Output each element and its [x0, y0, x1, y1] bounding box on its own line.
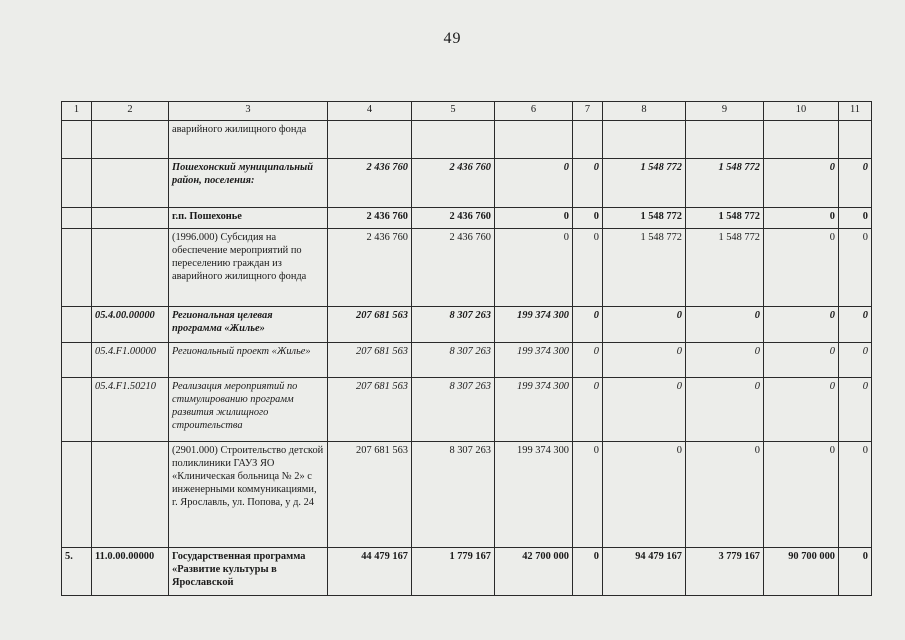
- table-row: [62, 307, 872, 343]
- amount-cell: 8 307 263: [412, 378, 495, 442]
- name-cell: Реализация мероприятий по стимулированию программ развития жилищного строительства: [169, 378, 328, 442]
- amount-cell: 0: [495, 208, 573, 229]
- column-header: 2: [92, 102, 169, 121]
- amount-cell: 0: [839, 378, 872, 442]
- amount-cell: 1 548 772: [686, 208, 764, 229]
- column-header: 3: [169, 102, 328, 121]
- amount-cell: [328, 121, 412, 159]
- amount-cell: 1 548 772: [603, 159, 686, 208]
- name-cell: Региональная целевая программа «Жилье»: [169, 307, 328, 343]
- amount-cell: 8 307 263: [412, 307, 495, 343]
- amount-cell: 0: [686, 442, 764, 548]
- amount-cell: 2 436 760: [328, 159, 412, 208]
- table-row: [62, 343, 872, 378]
- column-header: 11: [839, 102, 872, 121]
- code-cell: [92, 229, 169, 307]
- amount-cell: 0: [839, 307, 872, 343]
- column-header: 9: [686, 102, 764, 121]
- amount-cell: 199 374 300: [495, 307, 573, 343]
- amount-cell: [603, 121, 686, 159]
- amount-cell: 0: [764, 343, 839, 378]
- amount-cell: 0: [573, 229, 603, 307]
- name-cell: аварийного жилищного фонда: [169, 121, 328, 159]
- code-cell: [92, 159, 169, 208]
- amount-cell: [764, 121, 839, 159]
- column-header: 8: [603, 102, 686, 121]
- table-body: [62, 121, 872, 596]
- name-cell: (2901.000) Строительство детской поликлиники ГАУЗ ЯО «Клиническая больница № 2» с инженерными коммуникациями, г. Ярославль, ул. Попова, у д. 24: [169, 442, 328, 548]
- amount-cell: 0: [573, 159, 603, 208]
- budget-table: [61, 101, 872, 596]
- amount-cell: 199 374 300: [495, 442, 573, 548]
- index-cell: [62, 121, 92, 159]
- amount-cell: 0: [495, 159, 573, 208]
- amount-cell: 2 436 760: [412, 159, 495, 208]
- amount-cell: 1 779 167: [412, 548, 495, 596]
- amount-cell: 0: [573, 208, 603, 229]
- amount-cell: 8 307 263: [412, 343, 495, 378]
- name-cell: г.п. Пошехонье: [169, 208, 328, 229]
- amount-cell: 207 681 563: [328, 307, 412, 343]
- amount-cell: 0: [686, 378, 764, 442]
- amount-cell: 0: [764, 229, 839, 307]
- amount-cell: 0: [573, 307, 603, 343]
- amount-cell: [686, 121, 764, 159]
- amount-cell: 0: [764, 307, 839, 343]
- amount-cell: 0: [495, 229, 573, 307]
- index-cell: [62, 442, 92, 548]
- amount-cell: 0: [603, 378, 686, 442]
- code-cell: 05.4.00.00000: [92, 307, 169, 343]
- amount-cell: 0: [764, 159, 839, 208]
- amount-cell: 2 436 760: [328, 208, 412, 229]
- name-cell: Пошехонский муниципальный район, поселения:: [169, 159, 328, 208]
- index-cell: [62, 307, 92, 343]
- amount-cell: 1 548 772: [686, 159, 764, 208]
- amount-cell: 1 548 772: [686, 229, 764, 307]
- amount-cell: 0: [573, 378, 603, 442]
- amount-cell: [573, 121, 603, 159]
- amount-cell: 0: [839, 548, 872, 596]
- table-row: [62, 208, 872, 229]
- amount-cell: 44 479 167: [328, 548, 412, 596]
- amount-cell: 199 374 300: [495, 378, 573, 442]
- amount-cell: 207 681 563: [328, 378, 412, 442]
- amount-cell: 0: [839, 442, 872, 548]
- index-cell: [62, 159, 92, 208]
- column-header: 7: [573, 102, 603, 121]
- amount-cell: 0: [603, 343, 686, 378]
- column-header: 6: [495, 102, 573, 121]
- amount-cell: 0: [764, 208, 839, 229]
- amount-cell: 0: [686, 343, 764, 378]
- amount-cell: 0: [573, 548, 603, 596]
- code-cell: 11.0.00.00000: [92, 548, 169, 596]
- amount-cell: 0: [573, 343, 603, 378]
- amount-cell: 0: [764, 442, 839, 548]
- amount-cell: 94 479 167: [603, 548, 686, 596]
- column-header: 4: [328, 102, 412, 121]
- amount-cell: 90 700 000: [764, 548, 839, 596]
- amount-cell: [839, 121, 872, 159]
- amount-cell: 2 436 760: [412, 208, 495, 229]
- amount-cell: [495, 121, 573, 159]
- amount-cell: 0: [839, 208, 872, 229]
- page-number: 49: [443, 30, 462, 47]
- table-header-row: [62, 102, 872, 121]
- column-header: 10: [764, 102, 839, 121]
- code-cell: [92, 208, 169, 229]
- amount-cell: 0: [839, 229, 872, 307]
- amount-cell: 2 436 760: [328, 229, 412, 307]
- index-cell: [62, 378, 92, 442]
- column-header: 5: [412, 102, 495, 121]
- code-cell: [92, 121, 169, 159]
- code-cell: [92, 442, 169, 548]
- amount-cell: 42 700 000: [495, 548, 573, 596]
- index-cell: [62, 229, 92, 307]
- index-cell: [62, 208, 92, 229]
- name-cell: Региональный проект «Жилье»: [169, 343, 328, 378]
- name-cell: (1996.000) Субсидия на обеспечение мероприятий по переселению граждан из аварийного жилищного фонда: [169, 229, 328, 307]
- table-row: [62, 548, 872, 596]
- name-cell: Государственная программа «Развитие культуры в Ярославской: [169, 548, 328, 596]
- table-row: [62, 121, 872, 159]
- index-cell: 5.: [62, 548, 92, 596]
- amount-cell: 0: [839, 343, 872, 378]
- table-row: [62, 159, 872, 208]
- amount-cell: 0: [573, 442, 603, 548]
- amount-cell: 3 779 167: [686, 548, 764, 596]
- amount-cell: 8 307 263: [412, 442, 495, 548]
- index-cell: [62, 343, 92, 378]
- amount-cell: 207 681 563: [328, 343, 412, 378]
- table-row: [62, 378, 872, 442]
- amount-cell: 0: [603, 442, 686, 548]
- amount-cell: 1 548 772: [603, 208, 686, 229]
- amount-cell: 207 681 563: [328, 442, 412, 548]
- amount-cell: [412, 121, 495, 159]
- code-cell: 05.4.F1.50210: [92, 378, 169, 442]
- amount-cell: 0: [686, 307, 764, 343]
- amount-cell: 1 548 772: [603, 229, 686, 307]
- amount-cell: 0: [764, 378, 839, 442]
- code-cell: 05.4.F1.00000: [92, 343, 169, 378]
- amount-cell: 0: [839, 159, 872, 208]
- table-row: [62, 229, 872, 307]
- table-row: [62, 442, 872, 548]
- amount-cell: 0: [603, 307, 686, 343]
- amount-cell: 2 436 760: [412, 229, 495, 307]
- amount-cell: 199 374 300: [495, 343, 573, 378]
- column-header: 1: [62, 102, 92, 121]
